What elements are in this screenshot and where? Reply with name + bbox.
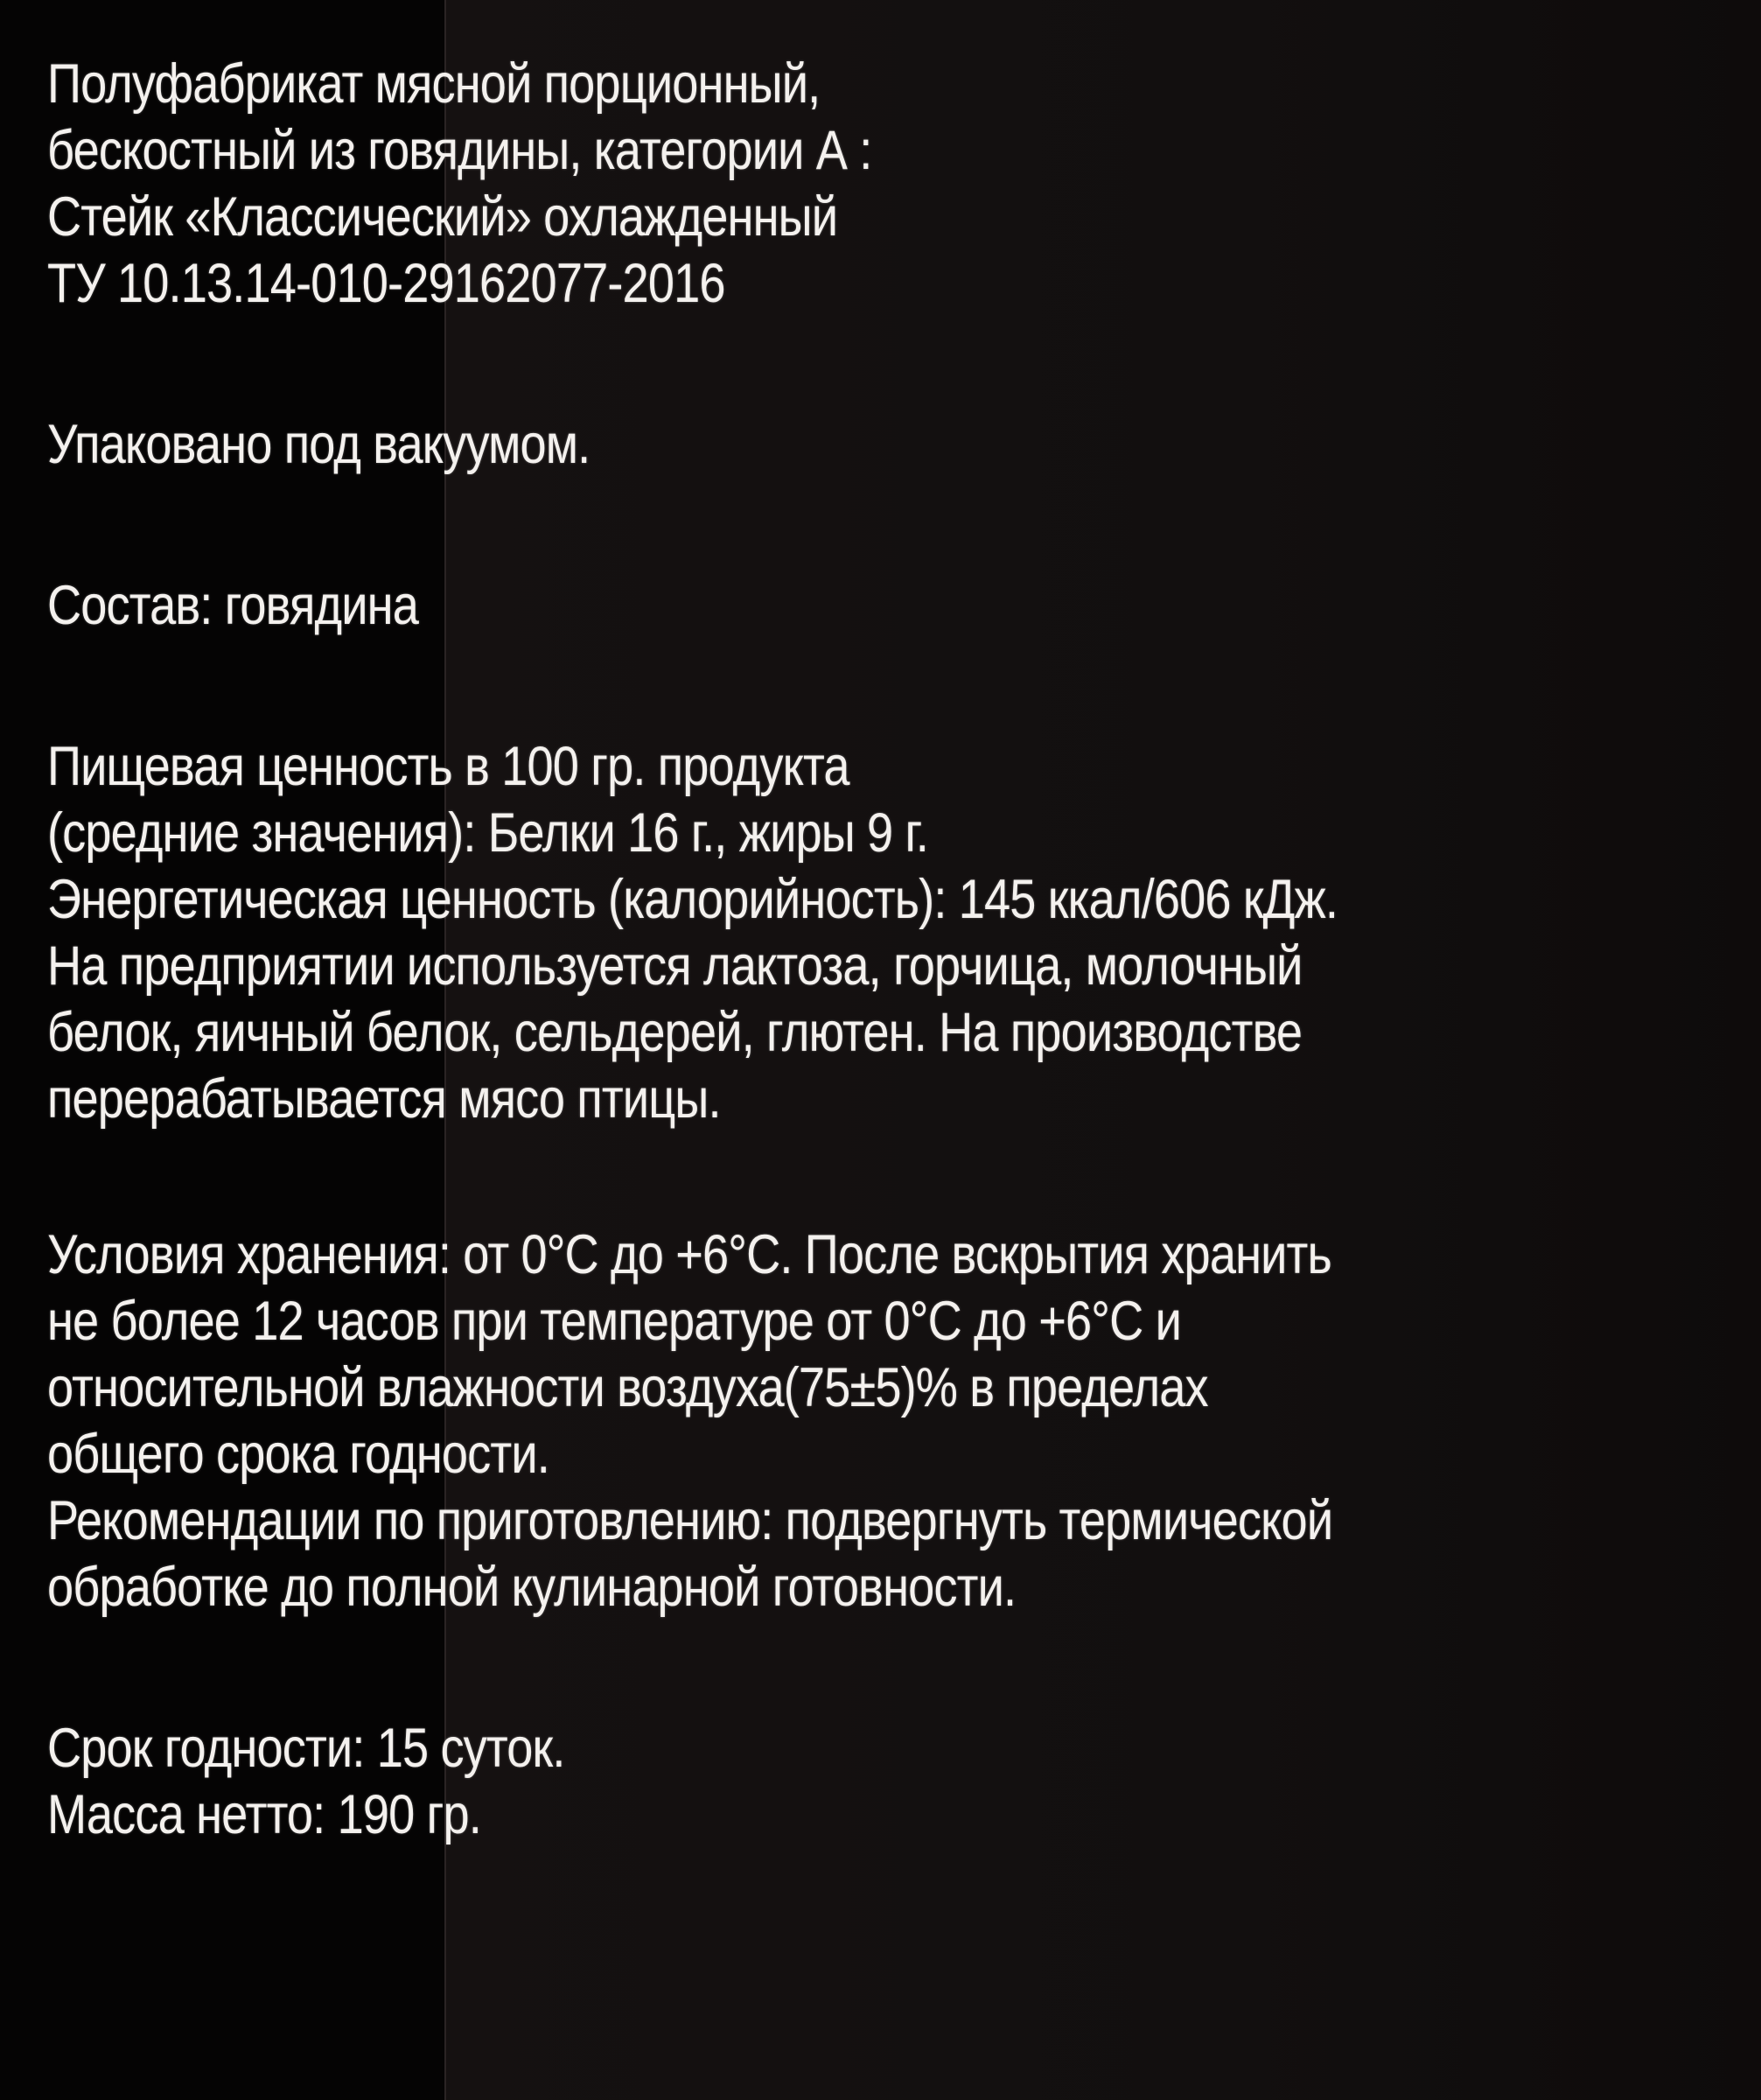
energy-value: Энергетическая ценность (калорийность): 145 ккал/606 кДж. xyxy=(47,869,1338,930)
storage-line: общего срока годности. xyxy=(47,1424,549,1485)
storage-line: не более 12 часов при температуре от 0°С до +6°С и xyxy=(47,1291,1181,1352)
storage-line: относительной влажности воздуха(75±5)% в пределах xyxy=(47,1357,1208,1418)
product-title-line: Стейк «Классический» охлажденный xyxy=(47,186,838,248)
nutrition-line: (средние значения): Белки 16 г., жиры 9 г. xyxy=(47,802,928,864)
net-weight: Масса нетто: 190 гр. xyxy=(47,1784,481,1845)
nutrition-block xyxy=(47,733,1514,1132)
allergen-line: белок, яичный белок, сельдерей, глютен. На производстве xyxy=(47,1002,1303,1063)
shelf-life: Срок годности: 15 суток. xyxy=(47,1718,565,1779)
product-title-block xyxy=(47,51,1514,317)
composition: Состав: говядина xyxy=(47,575,418,636)
spacer xyxy=(47,1620,1514,1715)
product-label-text xyxy=(47,51,1514,1848)
spacer xyxy=(47,1132,1514,1222)
spacer xyxy=(47,317,1514,411)
spacer xyxy=(47,478,1514,572)
cooking-recommendation: обработке до полной кулинарной готовности. xyxy=(47,1557,1017,1618)
allergen-line: На предприятии используется лактоза, горчица, молочный xyxy=(47,935,1303,997)
spacer xyxy=(47,639,1514,733)
storage-line: Условия хранения: от 0°С до +6°С. После вскрытия хранить xyxy=(47,1224,1331,1285)
product-title-line: бескостный из говядины, категории А : xyxy=(47,120,872,181)
cooking-recommendation: Рекомендации по приготовлению: подвергнуть термической xyxy=(47,1490,1333,1551)
storage-block xyxy=(47,1222,1514,1620)
product-spec-code: ТУ 10.13.14-010-29162077-2016 xyxy=(47,253,725,314)
product-title-line: Полуфабрикат мясной порционный, xyxy=(47,53,821,115)
packaging-note: Упаковано под вакуумом. xyxy=(47,414,590,475)
nutrition-line: Пищевая ценность в 100 гр. продукта xyxy=(47,736,849,797)
allergen-line: перерабатывается мясо птицы. xyxy=(47,1068,721,1130)
